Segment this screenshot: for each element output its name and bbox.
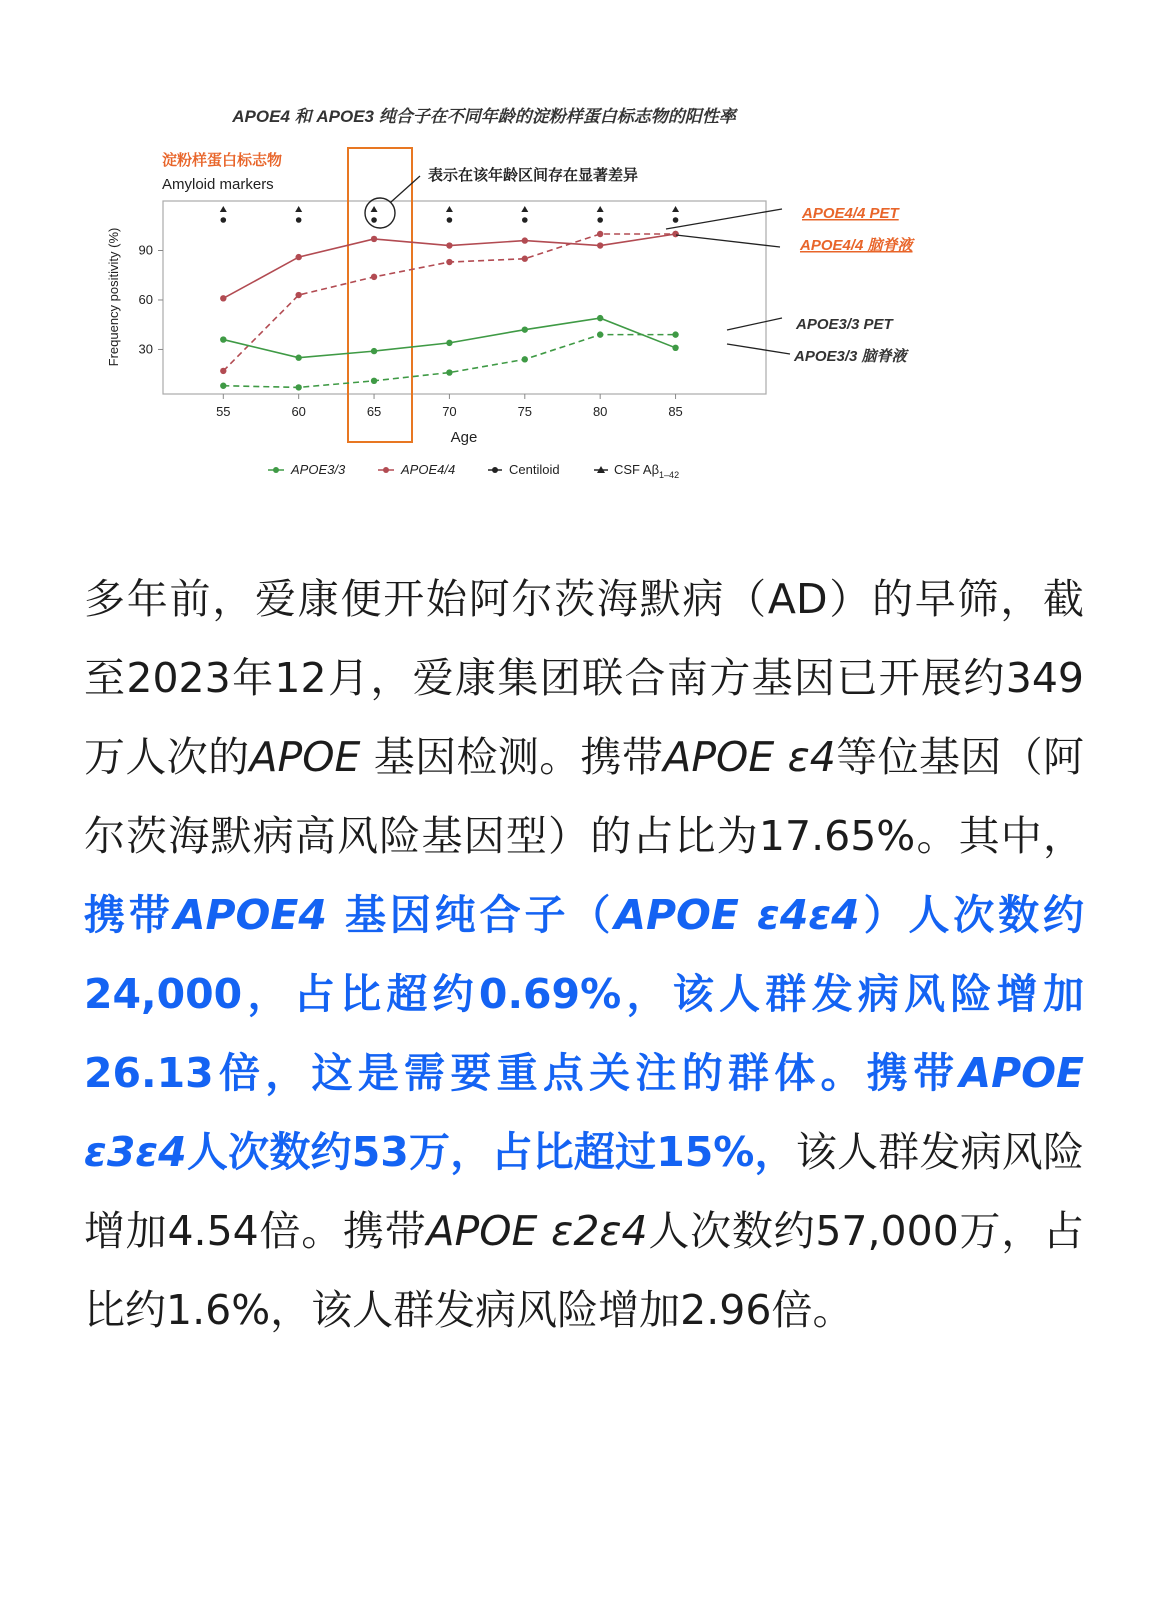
data-point — [522, 237, 528, 243]
legend-item-centiloid — [488, 462, 560, 477]
article-paragraph — [84, 560, 1084, 1350]
legend-item-csf — [594, 462, 679, 480]
significance-markers — [220, 206, 679, 223]
article-text-2: 基因检测。携带 — [360, 733, 664, 781]
article-text-1: 多年前，爱康便开始阿尔茨海默病（AD）的早筛，截至2023年12月，爱康集团联合南方基因已开展约349万人次的 — [84, 575, 1084, 781]
label-apoe44-pet: APOE4/4 PET — [802, 205, 899, 222]
legend-marker-apoe33 — [273, 467, 279, 473]
leader-apoe33-csf — [727, 344, 790, 354]
centiloid-significance-dot — [371, 217, 377, 223]
y-tick-label: 30 — [138, 341, 153, 357]
x-tick-label: 85 — [668, 404, 683, 419]
data-point — [597, 331, 603, 337]
data-point — [597, 315, 603, 321]
x-tick-label: 70 — [442, 404, 457, 419]
legend-marker-centiloid — [492, 467, 498, 473]
csf-significance-triangle — [371, 206, 378, 212]
data-point — [295, 254, 301, 260]
article-text-apoe-e2e4: APOE ε2ε4 — [426, 1207, 648, 1255]
legend-label-apoe33: APOE3/3 — [291, 462, 346, 477]
leader-apoe44-csf — [676, 235, 780, 247]
legend-marker-apoe44 — [383, 467, 389, 473]
data-point — [371, 274, 377, 280]
legend-item-apoe33 — [268, 462, 346, 477]
y-tick-label: 60 — [138, 291, 153, 307]
data-point — [446, 242, 452, 248]
x-tick-label: 75 — [517, 404, 533, 419]
data-point — [672, 331, 678, 337]
csf-significance-triangle — [295, 206, 302, 212]
data-point — [672, 231, 678, 237]
highlight-apoe4: APOE4 — [173, 891, 327, 939]
data-point — [522, 326, 528, 332]
x-tick-label: 60 — [291, 404, 306, 419]
data-point — [597, 242, 603, 248]
article-text-4: 该人群发病风险增加4.54倍。携带 — [84, 1128, 1084, 1255]
article-text-5: 人次数约57,000万，占比约1.6%，该人群发病风险增加2.96倍。 — [84, 1207, 1084, 1334]
y-axis — [139, 242, 163, 356]
centiloid-significance-dot — [522, 217, 528, 223]
legend-item-apoe44 — [378, 462, 455, 477]
data-point — [672, 345, 678, 351]
x-tick-label: 65 — [366, 404, 382, 419]
centiloid-significance-dot — [296, 217, 302, 223]
centiloid-significance-dot — [221, 217, 227, 223]
highlight-apoe-e3e4: APOE ε3ε4 — [84, 1049, 1084, 1176]
chart-title: APOE4 和 APOE3 纯合子在不同年龄的淀粉样蛋白标志物的阳性率 — [232, 107, 736, 126]
data-point — [371, 378, 377, 384]
data-point — [220, 295, 226, 301]
csf-significance-triangle — [597, 206, 604, 212]
highlight-text-4: 人次数约53万，占比超过15%， — [186, 1128, 796, 1176]
series-line-3 — [223, 318, 675, 358]
series-lines — [220, 231, 679, 391]
data-point — [446, 259, 452, 265]
y-tick-label: 90 — [138, 242, 153, 258]
data-point — [371, 236, 377, 242]
highlight-text-1: 携带 — [84, 891, 174, 939]
data-point — [295, 384, 301, 390]
data-point — [522, 256, 528, 262]
callout-leader — [391, 176, 420, 202]
article-text-apoe-e4: APOE ε4 — [663, 733, 836, 781]
amyloid-chart-figure — [0, 0, 1170, 540]
panel-label-cn: 淀粉样蛋白标志物 — [162, 152, 283, 169]
highlight-text-3: ）人次数约24,000，占比超约0.69%，该人群发病风险增加26.13倍，这是需要重点关注的群体。携带 — [84, 891, 1085, 1097]
plot-frame — [163, 201, 766, 394]
leader-apoe44-pet — [666, 209, 782, 229]
data-point — [446, 369, 452, 375]
csf-significance-triangle — [220, 206, 227, 212]
data-point — [295, 355, 301, 361]
x-axis — [216, 394, 683, 419]
article-text-3: 等位基因（阿尔茨海默病高风险基因型）的占比为17.65%。其中， — [84, 733, 1085, 860]
csf-significance-triangle — [521, 206, 528, 212]
significance-circle — [365, 198, 395, 228]
legend-label-csf: CSF $A\beta_{1-42}$ — [614, 462, 680, 480]
data-point — [371, 348, 377, 354]
centiloid-significance-dot — [447, 217, 453, 223]
label-apoe33-csf: APOE3/3 脑脊液 — [794, 348, 907, 365]
highlight-apoe-e4e4: APOE ε4ε4 — [614, 891, 860, 939]
x-tick-label: 80 — [592, 404, 608, 419]
legend-label-apoe44: APOE4/4 — [401, 462, 456, 477]
callout-text: 表示在该年龄区间存在显著差异 — [428, 167, 639, 184]
data-point — [220, 368, 226, 374]
x-axis-label: Age — [450, 429, 478, 446]
centiloid-significance-dot — [673, 217, 679, 223]
panel-label-en: Amyloid markers — [162, 176, 274, 193]
label-apoe44-csf: APOE4/4 脑脊液 — [800, 237, 913, 254]
label-apoe33-pet: APOE3/3 PET — [796, 316, 893, 333]
leader-apoe33-pet — [727, 318, 782, 330]
data-point — [220, 383, 226, 389]
data-point — [522, 356, 528, 362]
legend — [268, 462, 679, 480]
data-point — [295, 292, 301, 298]
data-point — [220, 336, 226, 342]
centiloid-significance-dot — [597, 217, 603, 223]
csf-significance-triangle — [446, 206, 453, 212]
legend-label-centiloid: Centiloid — [509, 462, 560, 477]
x-tick-label: 55 — [216, 404, 231, 419]
highlight-text-2: 基因纯合子（ — [326, 891, 615, 939]
data-point — [446, 340, 452, 346]
y-axis-label: Frequency positivity (%) — [106, 227, 121, 367]
series-line-0 — [223, 234, 675, 371]
data-point — [597, 231, 603, 237]
article-text-apoe: APOE — [249, 733, 361, 781]
csf-significance-triangle — [672, 206, 679, 212]
